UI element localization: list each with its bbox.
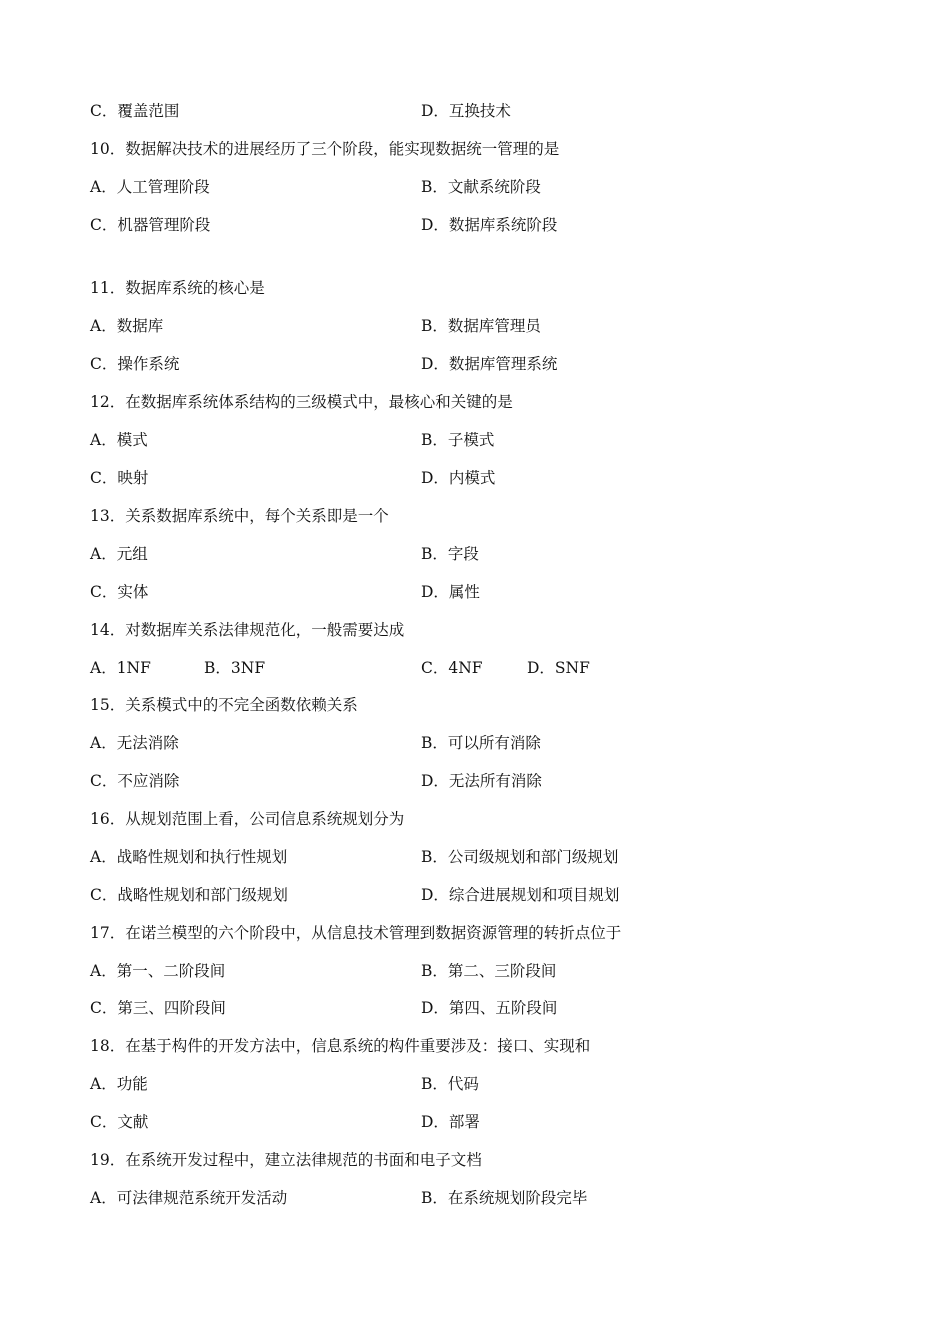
option-d: D．无法所有消除 bbox=[421, 772, 542, 790]
option-row bbox=[0, 581, 950, 603]
option-c: C．战略性规划和部门级规划 bbox=[90, 886, 288, 904]
question-stem bbox=[0, 505, 950, 527]
option-row bbox=[0, 467, 950, 489]
question-stem bbox=[0, 1149, 950, 1171]
option-a: A．元组 bbox=[90, 545, 148, 563]
option-b: B．子模式 bbox=[421, 431, 495, 449]
option-c: C．操作系统 bbox=[90, 355, 180, 373]
option-b: B．3NF bbox=[204, 659, 266, 677]
option-a: A．1NF bbox=[90, 659, 151, 677]
question-16-stem: 16．从规划范围上看，公司信息系统规划分为 bbox=[90, 810, 405, 828]
question-15-stem: 15．关系模式中的不完全函数依赖关系 bbox=[90, 696, 358, 714]
option-row bbox=[0, 1111, 950, 1133]
question-stem bbox=[0, 619, 950, 641]
option-d: D．第四、五阶段间 bbox=[421, 999, 558, 1017]
option-a: A．第一、二阶段间 bbox=[90, 962, 226, 980]
option-row bbox=[0, 657, 950, 679]
option-b: B．字段 bbox=[421, 545, 479, 563]
option-row bbox=[0, 960, 950, 982]
option-row bbox=[0, 997, 950, 1019]
option-a: A．人工管理阶段 bbox=[90, 178, 210, 196]
option-d: D．综合进展规划和项目规划 bbox=[421, 886, 620, 904]
question-13-stem: 13．关系数据库系统中，每个关系即是一个 bbox=[90, 507, 389, 525]
question-stem bbox=[0, 694, 950, 716]
question-stem bbox=[0, 808, 950, 830]
question-12-stem: 12．在数据库系统体系结构的三级模式中，最核心和关键的是 bbox=[90, 393, 513, 411]
question-17-stem: 17．在诺兰模型的六个阶段中，从信息技术管理到数据资源管理的转折点位于 bbox=[90, 924, 622, 942]
question-10-stem: 10．数据解决技术的进展经历了三个阶段，能实现数据统一管理的是 bbox=[90, 140, 560, 158]
question-stem bbox=[0, 1035, 950, 1057]
option-c: C．映射 bbox=[90, 469, 149, 487]
option-b: B．代码 bbox=[421, 1075, 479, 1093]
option-c: C．第三、四阶段间 bbox=[90, 999, 226, 1017]
option-row bbox=[0, 543, 950, 565]
option-b: B．数据库管理员 bbox=[421, 317, 541, 335]
option-row bbox=[0, 884, 950, 906]
question-14-stem: 14．对数据库关系法律规范化，一般需要达成 bbox=[90, 621, 405, 639]
option-c: C．覆盖范围 bbox=[90, 102, 180, 120]
option-a: A．数据库 bbox=[90, 317, 164, 335]
question-stem bbox=[0, 391, 950, 413]
option-c: C．实体 bbox=[90, 583, 149, 601]
option-b: B．公司级规划和部门级规划 bbox=[421, 848, 619, 866]
option-row bbox=[0, 214, 950, 236]
option-a: A．战略性规划和执行性规划 bbox=[90, 848, 288, 866]
option-b: B．文献系统阶段 bbox=[421, 178, 541, 196]
option-d: D．数据库系统阶段 bbox=[421, 216, 558, 234]
question-stem bbox=[0, 922, 950, 944]
option-b: B．在系统规划阶段完毕 bbox=[421, 1189, 588, 1207]
question-19-stem: 19．在系统开发过程中，建立法律规范的书面和电子文档 bbox=[90, 1151, 482, 1169]
question-stem bbox=[0, 138, 950, 160]
option-d: D．内模式 bbox=[421, 469, 496, 487]
option-row bbox=[0, 770, 950, 792]
option-row bbox=[0, 353, 950, 375]
question-stem bbox=[0, 277, 950, 299]
option-row bbox=[0, 846, 950, 868]
option-d: D．数据库管理系统 bbox=[421, 355, 558, 373]
option-row bbox=[0, 429, 950, 451]
option-a: A．可法律规范系统开发活动 bbox=[90, 1189, 288, 1207]
option-d: D．部署 bbox=[421, 1113, 480, 1131]
option-b: B．可以所有消除 bbox=[421, 734, 541, 752]
option-a: A．功能 bbox=[90, 1075, 148, 1093]
option-row bbox=[0, 100, 950, 122]
option-row bbox=[0, 1187, 950, 1209]
option-d: D．SNF bbox=[527, 659, 590, 677]
option-d: D．属性 bbox=[421, 583, 480, 601]
question-18-stem: 18．在基于构件的开发方法中，信息系统的构件重要涉及：接口、实现和 bbox=[90, 1037, 591, 1055]
option-c: C．不应消除 bbox=[90, 772, 180, 790]
option-a: A．无法消除 bbox=[90, 734, 179, 752]
option-b: B．第二、三阶段间 bbox=[421, 962, 557, 980]
option-a: A．模式 bbox=[90, 431, 148, 449]
option-c: C．机器管理阶段 bbox=[90, 216, 211, 234]
option-d: D．互换技术 bbox=[421, 102, 511, 120]
question-11-stem: 11．数据库系统的核心是 bbox=[90, 279, 265, 297]
option-row bbox=[0, 315, 950, 337]
option-row bbox=[0, 1073, 950, 1095]
option-row bbox=[0, 176, 950, 198]
option-c: C．文献 bbox=[90, 1113, 149, 1131]
option-c: C．4NF bbox=[421, 659, 483, 677]
option-row bbox=[0, 732, 950, 754]
